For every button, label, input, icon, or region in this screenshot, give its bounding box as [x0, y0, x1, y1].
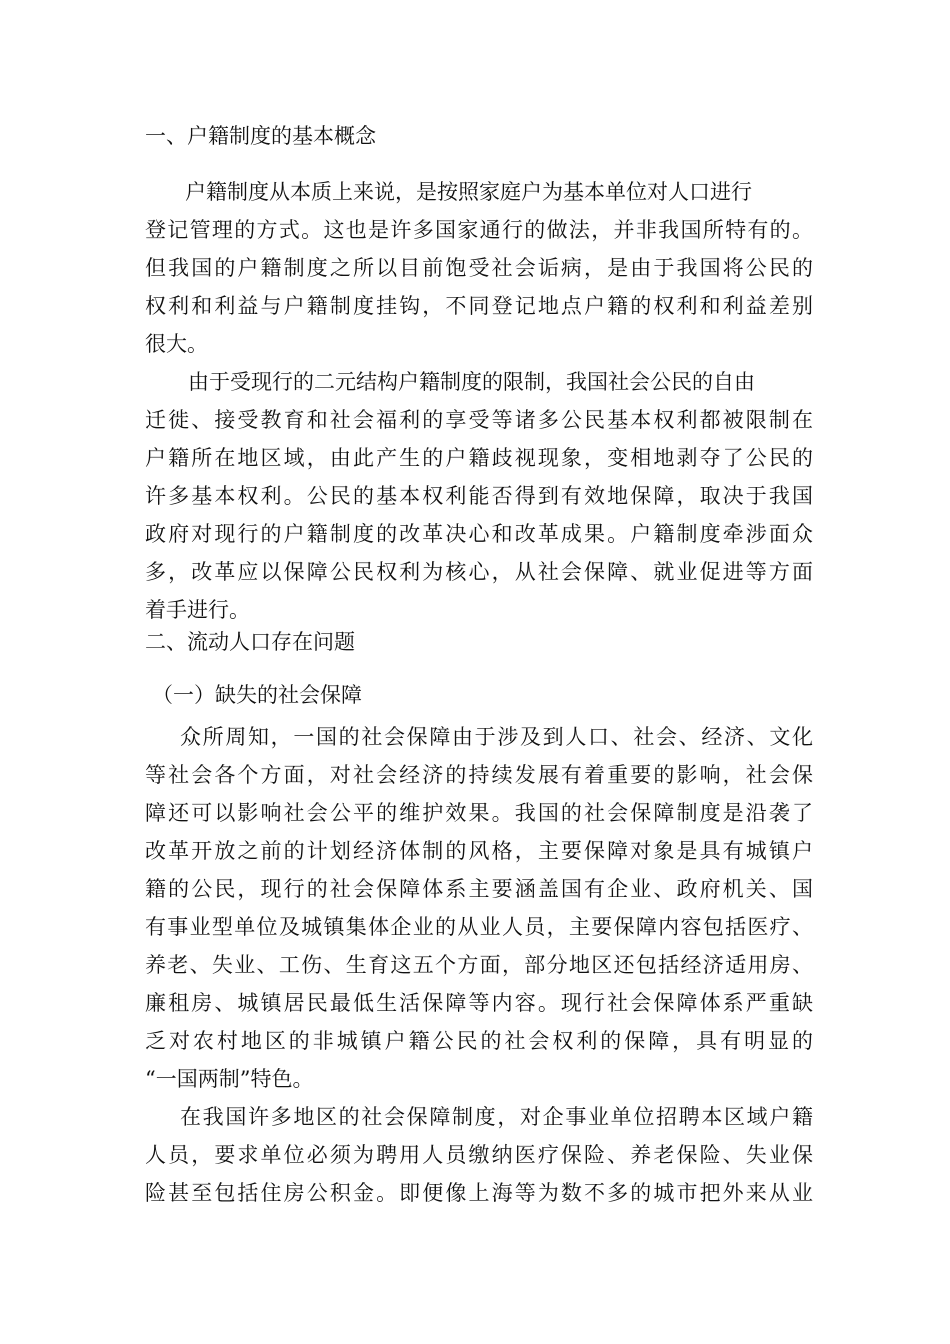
- paragraph-line: 户籍制度从本质上来说，是按照家庭户为基本单位对人口进行: [185, 180, 752, 204]
- paragraph-line: 有事业型单位及城镇集体企业的从业人员，主要保障内容包括医疗、: [145, 915, 813, 939]
- paragraph-line: 政府对现行的户籍制度的改革决心和改革成果。户籍制度牵涉面众: [145, 522, 813, 546]
- paragraph-line: 改革开放之前的计划经济体制的风格，主要保障对象是具有城镇户: [145, 839, 813, 863]
- paragraph-line: 由于受现行的二元结构户籍制度的限制，我国社会公民的自由: [188, 370, 755, 394]
- paragraph-line: 许多基本权利。公民的基本权利能否得到有效地保障，取决于我国: [145, 484, 813, 508]
- paragraph-line: 险甚至包括住房公积金。即便像上海等为数不多的城市把外来从业: [145, 1181, 813, 1205]
- section-heading-1: 一、户籍制度的基本概念: [145, 124, 376, 148]
- paragraph-line: 籍的公民，现行的社会保障体系主要涵盖国有企业、政府机关、国: [145, 877, 813, 901]
- paragraph-line: 多，改革应以保障公民权利为核心，从社会保障、就业促进等方面: [145, 560, 813, 584]
- paragraph-line: 等社会各个方面，对社会经济的持续发展有着重要的影响，社会保: [145, 763, 813, 787]
- subsection-heading: （一）缺失的社会保障: [152, 683, 362, 707]
- paragraph-line: 人员，要求单位必须为聘用人员缴纳医疗保险、养老保险、失业保: [145, 1143, 813, 1167]
- paragraph-line: “一国两制”特色。: [145, 1067, 314, 1091]
- section-heading-2: 二、流动人口存在问题: [145, 630, 355, 654]
- paragraph-line: 乏对农村地区的非城镇户籍公民的社会权利的保障，具有明显的: [145, 1029, 813, 1053]
- paragraph-line: 很大。: [145, 332, 208, 356]
- paragraph-line: 障还可以影响社会公平的维护效果。我国的社会保障制度是沿袭了: [145, 801, 813, 825]
- paragraph-line: 登记管理的方式。这也是许多国家通行的做法，并非我国所特有的。: [145, 218, 813, 242]
- paragraph-line: 养老、失业、工伤、生育这五个方面，部分地区还包括经济适用房、: [145, 953, 813, 977]
- paragraph-line: 权利和利益与户籍制度挂钩，不同登记地点户籍的权利和利益差别: [145, 294, 813, 318]
- paragraph-line: 但我国的户籍制度之所以目前饱受社会诟病，是由于我国将公民的: [145, 256, 813, 280]
- paragraph-line: 在我国许多地区的社会保障制度，对企事业单位招聘本区域户籍: [180, 1105, 813, 1129]
- paragraph-line: 户籍所在地区域，由此产生的户籍歧视现象，变相地剥夺了公民的: [145, 446, 813, 470]
- paragraph-line: 廉租房、城镇居民最低生活保障等内容。现行社会保障体系严重缺: [145, 991, 813, 1015]
- paragraph-line: 迁徙、接受教育和社会福利的享受等诸多公民基本权利都被限制在: [145, 408, 813, 432]
- paragraph-line: 着手进行。: [145, 598, 250, 622]
- paragraph-line: 众所周知，一国的社会保障由于涉及到人口、社会、经济、文化: [180, 725, 813, 749]
